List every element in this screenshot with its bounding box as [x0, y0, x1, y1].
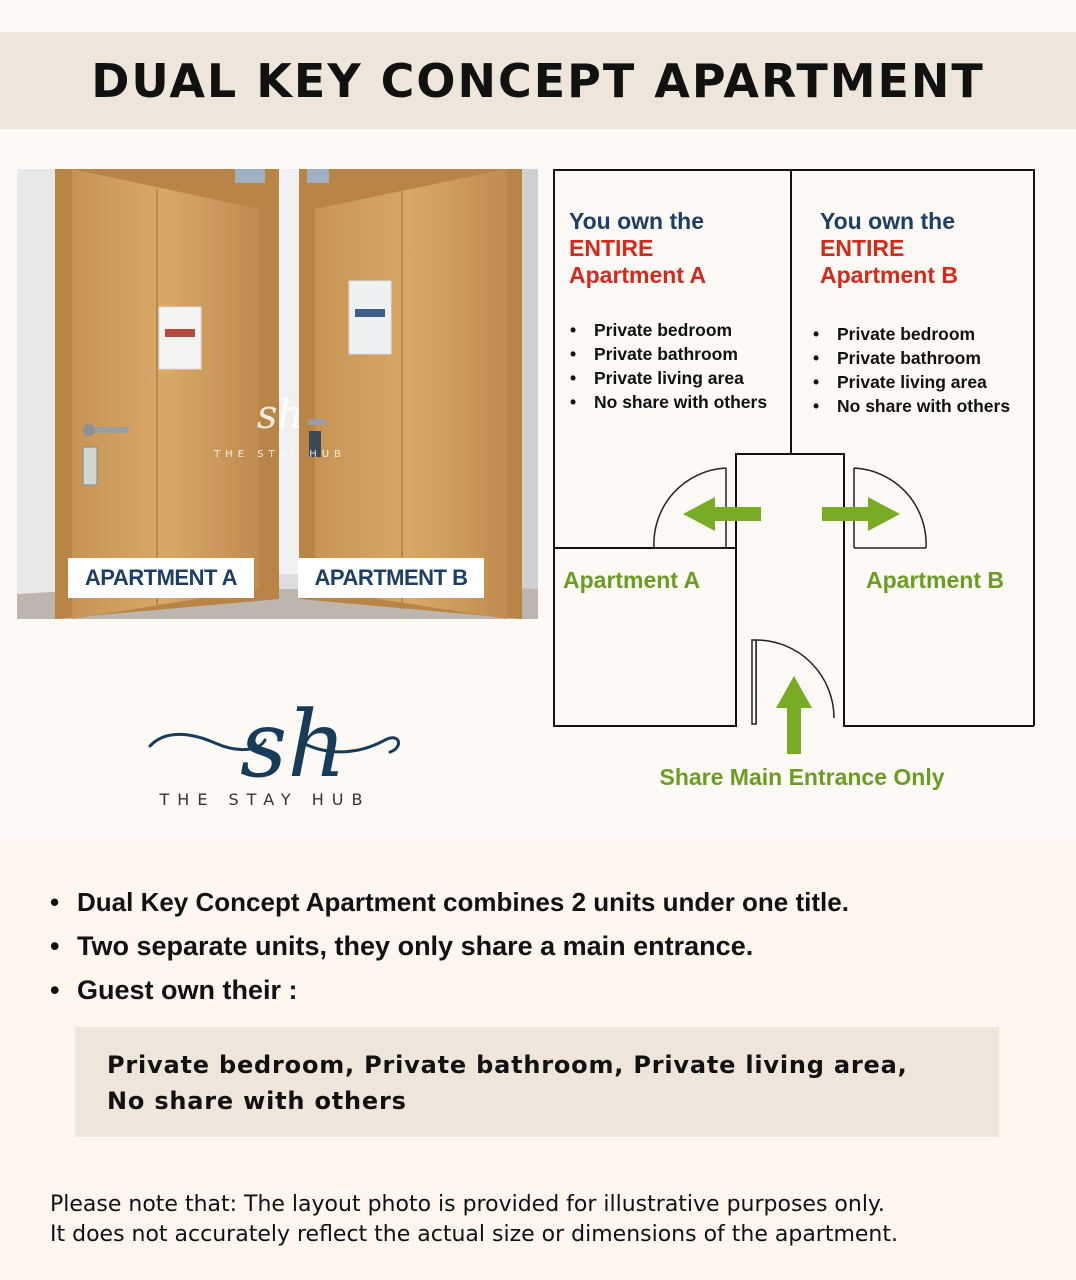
photo-watermark: [205, 392, 355, 460]
photo-tag-apartment-b: APARTMENT B: [298, 558, 484, 598]
list-item: • Private living area: [809, 370, 1010, 394]
logo-name: THE STAY HUB: [159, 790, 371, 809]
unit-b-features: [809, 322, 1010, 418]
unit-a-heading: [569, 208, 706, 289]
list-item: • Two separate units, they only share a main entrance.: [50, 926, 849, 970]
unit-a-apartment: Apartment A: [569, 262, 707, 288]
guest-features-line-1: Private bedroom, Private bathroom, Private living area,: [107, 1051, 908, 1079]
svg-text:sh: sh: [240, 691, 347, 798]
unit-a-entire: ENTIRE: [569, 235, 654, 261]
unit-a-features: [566, 318, 767, 414]
list-item: • Dual Key Concept Apartment combines 2 units under one title.: [50, 882, 849, 926]
disclaimer-note: [50, 1190, 1050, 1250]
list-item: • No share with others: [809, 394, 1010, 418]
disclaimer-line-1: Please note that: The layout photo is provided for illustrative purposes only.: [50, 1192, 885, 1217]
list-item: • Private bathroom: [566, 342, 767, 366]
unit-b-apartment: Apartment B: [820, 262, 959, 288]
unit-b-entire: ENTIRE: [820, 235, 905, 261]
unit-b-heading: [820, 208, 958, 289]
watermark-mark: sh: [256, 392, 304, 438]
photo-tag-apartment-a: APARTMENT A: [68, 558, 254, 598]
list-item: • Private bedroom: [809, 322, 1010, 346]
plan-label-apartment-b: Apartment B: [866, 567, 1005, 593]
unit-b-own-line: You own the: [820, 208, 956, 234]
unit-a-own-line: You own the: [569, 208, 705, 234]
share-entrance-label: Share Main Entrance Only: [659, 764, 945, 790]
watermark-name: THE STAY HUB: [214, 449, 346, 460]
page-title: DUAL KEY CONCEPT APARTMENT: [91, 53, 985, 108]
list-item: • Private bathroom: [809, 346, 1010, 370]
guest-features-line-2: No share with others: [107, 1087, 407, 1115]
title-band: [0, 32, 1076, 129]
plan-label-apartment-a: Apartment A: [563, 567, 701, 593]
guest-features-box: [75, 1027, 999, 1137]
disclaimer-line-2: It does not accurately reflect the actual size or dimensions of the apartment.: [50, 1222, 898, 1247]
list-item: • Private bedroom: [566, 318, 767, 342]
list-item: • Private living area: [566, 366, 767, 390]
list-item: • No share with others: [566, 390, 767, 414]
list-item: • Guest own their :: [50, 970, 849, 1014]
key-points: [50, 882, 849, 1014]
